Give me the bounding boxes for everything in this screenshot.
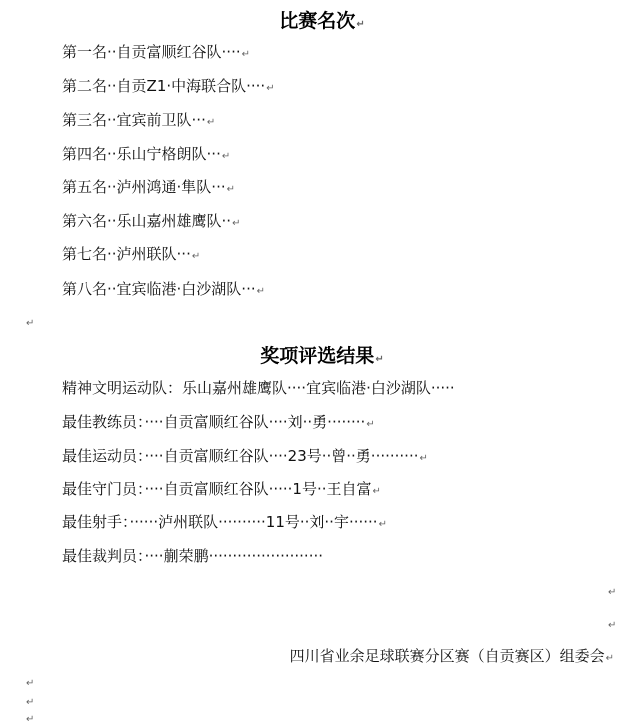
- paragraph-mark-icon: ↵: [226, 184, 235, 195]
- paragraph-mark-icon: ↵: [378, 519, 387, 530]
- paragraph-mark-icon: ↵: [232, 218, 241, 229]
- paragraph-mark-icon: ↵: [375, 354, 384, 365]
- ranking-item-6: 第六名··乐山嘉州雄鹰队··↵: [62, 212, 241, 230]
- award-best-referee: 最佳裁判员：····蒯荣鹏························: [62, 547, 324, 565]
- ranking-item-1: 第一名··自贡富顺红谷队····↵: [62, 43, 251, 61]
- paragraph-mark-icon: ↵: [26, 318, 35, 329]
- ranking-item-7: 第七名··泸州联队···↵: [62, 245, 201, 263]
- paragraph-mark-icon: ↵: [256, 286, 266, 297]
- paragraph-mark-icon: ↵: [26, 697, 35, 708]
- paragraph-mark-icon: ↵: [366, 419, 375, 430]
- paragraph-mark-icon: ↵: [356, 19, 365, 30]
- paragraph-mark-icon: ↵: [605, 653, 614, 664]
- ranking-title: 比赛名次↵: [279, 10, 365, 32]
- ranking-item-4: 第四名··乐山宁格朗队···↵: [62, 145, 231, 163]
- paragraph-mark-icon: ↵: [266, 83, 275, 94]
- paragraph-mark-icon: ↵: [608, 620, 617, 631]
- ranking-item-2: 第二名··自贡Z1·中海联合队····↵: [62, 77, 275, 95]
- paragraph-mark-icon: ↵: [372, 486, 381, 497]
- paragraph-mark-icon: ↵: [26, 678, 35, 689]
- paragraph-mark-icon: ↵: [221, 151, 231, 162]
- paragraph-mark-icon: ↵: [191, 251, 201, 262]
- organizer-signature: 四川省业余足球联赛分区赛（自贡赛区）组委会↵: [289, 647, 614, 665]
- award-spirit-team: 精神文明运动队：乐山嘉州雄鹰队····宜宾临港·白沙湖队·····: [62, 379, 455, 397]
- award-best-player: 最佳运动员：····自贡富顺红谷队····23号··曾··勇··········↵: [62, 447, 428, 465]
- ranking-item-3: 第三名··宜宾前卫队···↵: [62, 111, 216, 129]
- award-best-coach: 最佳教练员：····自贡富顺红谷队····刘··勇········↵: [62, 413, 375, 431]
- paragraph-mark-icon: ↵: [419, 453, 428, 464]
- awards-title: 奖项评选结果↵: [260, 345, 384, 367]
- paragraph-mark-icon: ↵: [241, 49, 251, 60]
- paragraph-mark-icon: ↵: [608, 587, 617, 598]
- ranking-item-5: 第五名··泸州鸿通·隼队···↵: [62, 178, 235, 196]
- paragraph-mark-icon: ↵: [206, 117, 216, 128]
- ranking-item-8: 第八名··宜宾临港·白沙湖队···↵: [62, 280, 266, 298]
- award-best-goalkeeper: 最佳守门员：····自贡富顺红谷队·····1号··王自富↵: [62, 480, 381, 498]
- award-best-scorer: 最佳射手：······泸州联队··········11号··刘··宇······↵: [62, 513, 387, 531]
- paragraph-mark-icon: ↵: [26, 714, 35, 725]
